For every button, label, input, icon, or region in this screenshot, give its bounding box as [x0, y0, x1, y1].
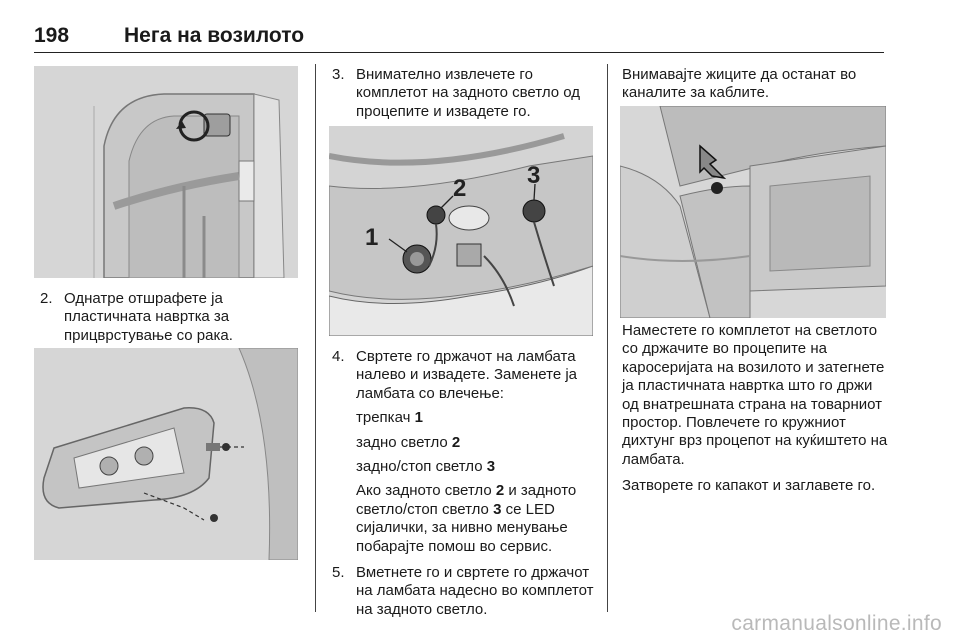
figure-vehicle-rear: [620, 106, 886, 318]
bulb-3-text: задно/стоп светло: [356, 458, 483, 476]
col3-intro: [622, 66, 888, 111]
step-5-number: 5.: [332, 564, 345, 582]
figure-label-2: 2: [453, 175, 467, 202]
bulb-2-line: [356, 434, 596, 452]
figure-bulb-holders: [329, 126, 593, 336]
steps-4-5: [332, 348, 596, 627]
led-note: [356, 482, 596, 556]
bulb-1-ref: 1: [414, 409, 423, 427]
figure-label-3: 3: [527, 162, 541, 189]
page-header: [34, 22, 884, 53]
bulb-1-text: трепкач: [356, 409, 411, 427]
page-number: 198: [34, 24, 70, 47]
close-instructions: Затворете го капакот и заглавете го.: [622, 477, 876, 495]
step-2: [40, 290, 302, 353]
led-text-a: Ако задното светло: [356, 482, 492, 500]
figure-taillight-removed: [34, 348, 298, 560]
figure-taillight-nut: [34, 66, 298, 278]
taillight-removed-illustration: [34, 348, 298, 560]
step-4-number: 4.: [332, 348, 345, 365]
figure-label-1: 1: [365, 224, 379, 251]
taillight-nut-illustration: [34, 66, 298, 278]
wires-note: Внимавајте жиците да останат во каналите за каблите.: [622, 66, 857, 102]
bulb-3-line: [356, 458, 596, 476]
step-3-text: Внимателно извлечете го комплетот на задното светло од процепите и извадете го.: [356, 66, 581, 120]
led-ref-a: 2: [495, 482, 505, 500]
chapter-title: Нега на возилото: [124, 24, 305, 47]
bulb-3-ref: 3: [486, 458, 496, 476]
step-4-text: Свртете го држачот на ламбата налево и извадете. Заменете ја ламбата со влечење:: [356, 348, 578, 402]
step-3-number: 3.: [332, 66, 345, 83]
step-2-number: 2.: [40, 290, 53, 307]
vehicle-rear-illustration: [620, 106, 886, 318]
step-5-text: Вметнете го и свртете го држачот на ламбата надесно во комплетот на задното светло.: [356, 564, 594, 618]
step-2-text: Однатре отшрафете ја пластичната наврткa за прицврстување со рака.: [64, 290, 233, 344]
col3-body: [622, 322, 888, 504]
bulb-2-ref: 2: [451, 433, 461, 451]
watermark: carmanualsonline.info: [731, 612, 942, 635]
refit-instructions: Наместете го комплетот на светлото со држачите во процепите на каросеријата на возилото и затегнете ја пластичната навртка што го држи од внатрешната страна на товарниот простор. Повлечете го кружниот дихтунг врз процепот на куќиштето на ламбата.: [622, 322, 888, 468]
led-text-c: се LED сијалички, за нивно менување побарајте помош во сервис.: [356, 500, 568, 555]
column-divider-right: [607, 64, 608, 612]
step-3: [332, 66, 596, 129]
led-ref-b: 3: [493, 500, 502, 518]
column-divider-left: [315, 64, 316, 612]
led-text-b: и задното светло/стоп светло: [356, 482, 577, 518]
bulb-2-text: задно светло: [356, 433, 448, 451]
bulb-1-line: [356, 409, 596, 427]
